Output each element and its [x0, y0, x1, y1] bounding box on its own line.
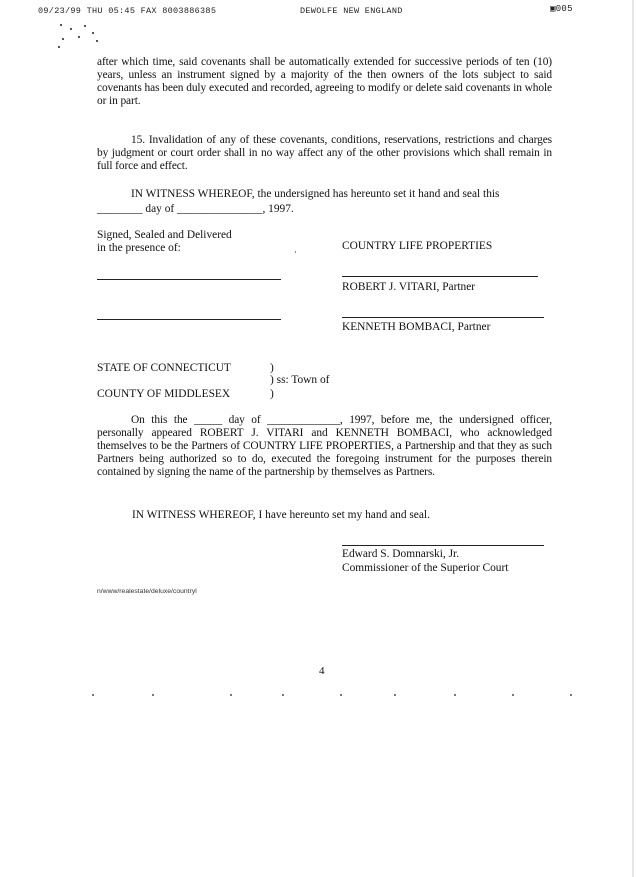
invalidation-paragraph: 15. Invalidation of any of these covenants, conditions, reservations, restrictions and charges by judgment or court order shall in no way affect any of the other provisions which shall remain in full force and effect.: [97, 134, 552, 172]
witness-signature-line-2: [97, 319, 281, 320]
witness-date-line: ________ day of _______________, 1997.: [97, 203, 294, 215]
fax-page-counter: ▣005: [550, 4, 573, 14]
paren-bottom: ): [270, 388, 274, 400]
state-label: STATE OF CONNECTICUT: [97, 362, 231, 374]
scan-edge: [632, 0, 634, 877]
presence-of-label: in the presence of:: [97, 242, 181, 254]
page-number: 4: [319, 665, 325, 677]
partner-signature-line-2: [342, 317, 544, 318]
acknowledgment-paragraph: On this the _____ day of _____________, 1997, before me, the undersigned officer, personally appeared ROBERT J. VITARI and KENNETH BOMBACI, who acknowledged themselves to be the Partners of COUNTRY LIFE PROPERTIES, a Partnership and that they as such Partners being authorized so to do, executed the foregoing instrument for the purposes therein contained by signing the name of the partnership by themselves as Partners.: [97, 414, 552, 478]
signer-2-name: KENNETH BOMBACI, Partner: [342, 321, 491, 333]
notary-signature-line: [342, 545, 544, 546]
fold-perforation-marks: [92, 694, 592, 698]
covenant-continuation-paragraph: after which time, said covenants shall be automatically extended for successive periods of ten (10) years, unless an instrument signed by a majority of the then owners of the lots subject to said covenants has been duly executed and recorded, agreeing to modify or delete said covenants in whole or in part.: [97, 56, 552, 107]
witness-clause: IN WITNESS WHEREOF, the undersigned has hereunto set it hand and seal this: [131, 188, 500, 200]
ss-town-label: ) ss: Town of: [270, 374, 330, 386]
fax-sender-name: DEWOLFE NEW ENGLAND: [300, 6, 403, 16]
paren-top: ): [270, 362, 274, 374]
witness-signature-line-1: [97, 279, 281, 280]
company-name: COUNTRY LIFE PROPERTIES: [342, 240, 493, 252]
signer-1-name: ROBERT J. VITARI, Partner: [342, 281, 476, 293]
stray-dot: ·: [294, 247, 297, 257]
scan-artifact-marks: [56, 22, 106, 52]
signed-sealed-label: Signed, Sealed and Delivered: [97, 229, 232, 241]
notary-witness-clause: IN WITNESS WHEREOF, I have hereunto set my hand and seal.: [132, 509, 430, 521]
fax-transmission-stamp: 09/23/99 THU 05:45 FAX 8003886385: [38, 6, 217, 16]
county-label: COUNTY OF MIDDLESEX: [97, 388, 231, 400]
notary-title: Commissioner of the Superior Court: [342, 562, 509, 574]
notary-name: Edward S. Domnarski, Jr.: [342, 548, 460, 560]
file-path-footer: n/www/realestate/deluxe/countryl: [97, 588, 197, 595]
partner-signature-line-1: [342, 276, 538, 277]
